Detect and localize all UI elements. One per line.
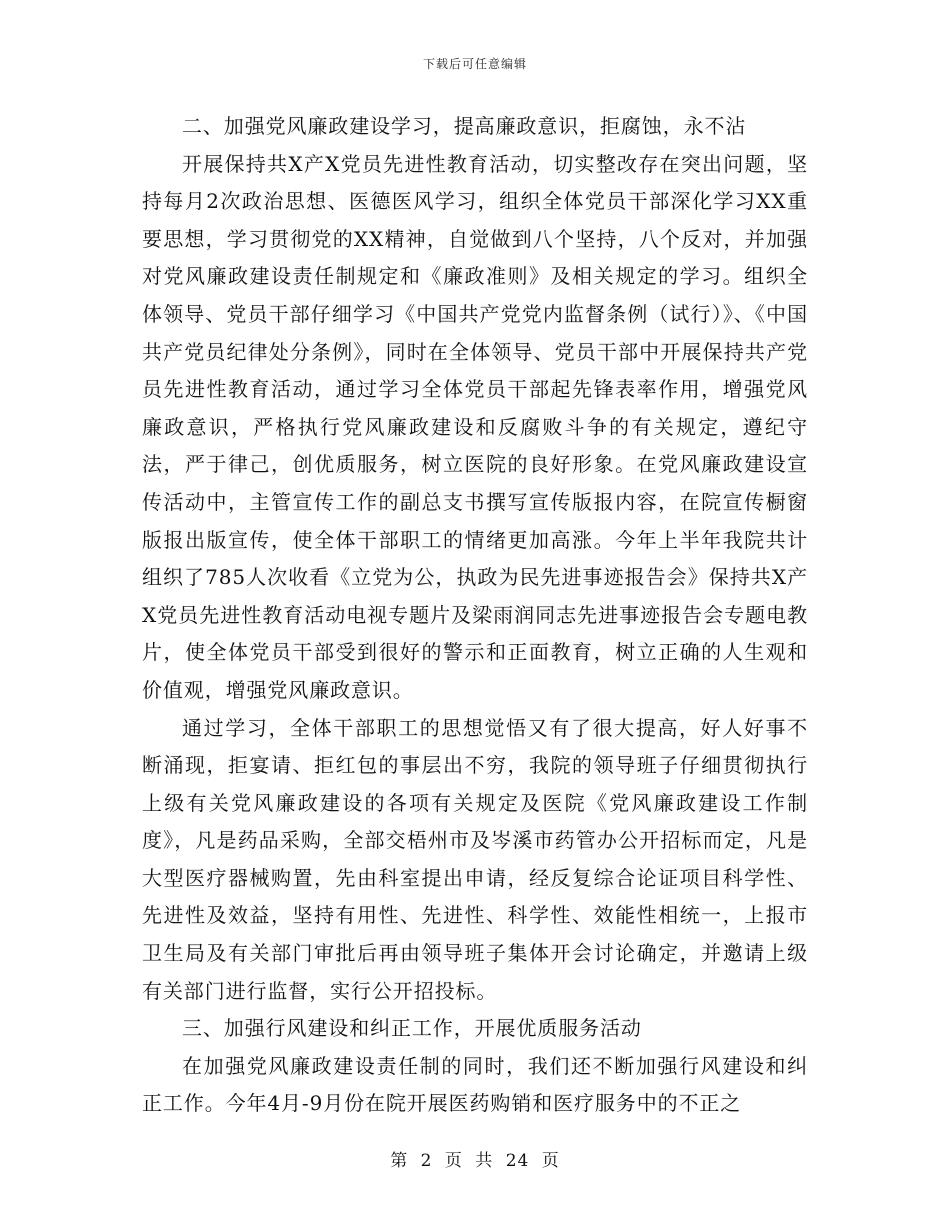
page-header-note: 下载后可任意编辑 (422, 57, 527, 71)
section-3-heading: 三、加强行风建设和纠正工作，开展优质服务活动 (182, 1016, 642, 1041)
page-number-footer: 第 2 页 共 24 页 (390, 1151, 560, 1171)
document-body (142, 108, 808, 1123)
paragraph-study-results: 通过学习，全体干部职工的思想觉悟又有了很大提高，好人好事不断涌现，拒宴请、拒红包的事层出不穷，我院的领导班子仔细贯彻执行上级有关党风廉政建设的各项有关规定及医院《党风廉政建设工作制度》，凡是药品采购，全部交梧州市及岑溪市药管办公开招标而定，凡是大型医疗器械购置，先由科室提出申请，经反复综合论证项目科学性、先进性及效益，坚持有用性、先进性、科学性、效能性相统一，上报市卫生局及有关部门审批后再由领导班子集体开会讨论确定，并邀请上级有关部门进行监督，实行公开招投标。 (142, 715, 808, 1003)
section-2-heading: 二、加强党风廉政建设学习，提高廉政意识，拒腐蚀，永不沾 (182, 114, 747, 138)
paragraph-conduct-work: 在加强党风廉政建设责任制的同时，我们还不断加强行风建设和纠正工作。今年4月-9月份在院开展医药购销和医疗服务中的不正之 (142, 1053, 808, 1116)
paragraph-party-study: 开展保持共X产X党员先进性教育活动，切实整改存在突出问题，坚持每月2次政治思想、医德医风学习，组织全体党员干部深化学习XX重要思想，学习贯彻党的XX精神，自觉做到八个坚持，八个反对，并加强对党风廉政建设责任制规定和《廉政准则》及相关规定的学习。组织全体领导、党员干部仔细学习《中国共产党党内监督条例（试行）》、《中国共产党员纪律处分条例》，同时在全体领导、党员干部中开展保持共产党员先进性教育活动，通过学习全体党员干部起先锋表率作用，增强党风廉政意识，严格执行党风廉政建设和反腐败斗争的有关规定，遵纪守法，严于律己，创优质服务，树立医院的良好形象。在党风廉政建设宣传活动中，主管宣传工作的副总支书撰写宣传版报内容，在院宣传橱窗版报出版宣传，使全体干部职工的情绪更加高涨。今年上半年我院共计组织了785人次收看《立党为公，执政为民先进事迹报告会》保持共X产X党员先进性教育活动电视专题片及梁雨润同志先进事迹报告会专题电教片，使全体党员干部受到很好的警示和正面教育，树立正确的人生观和价值观，增强党风廉政意识。 (142, 151, 808, 702)
